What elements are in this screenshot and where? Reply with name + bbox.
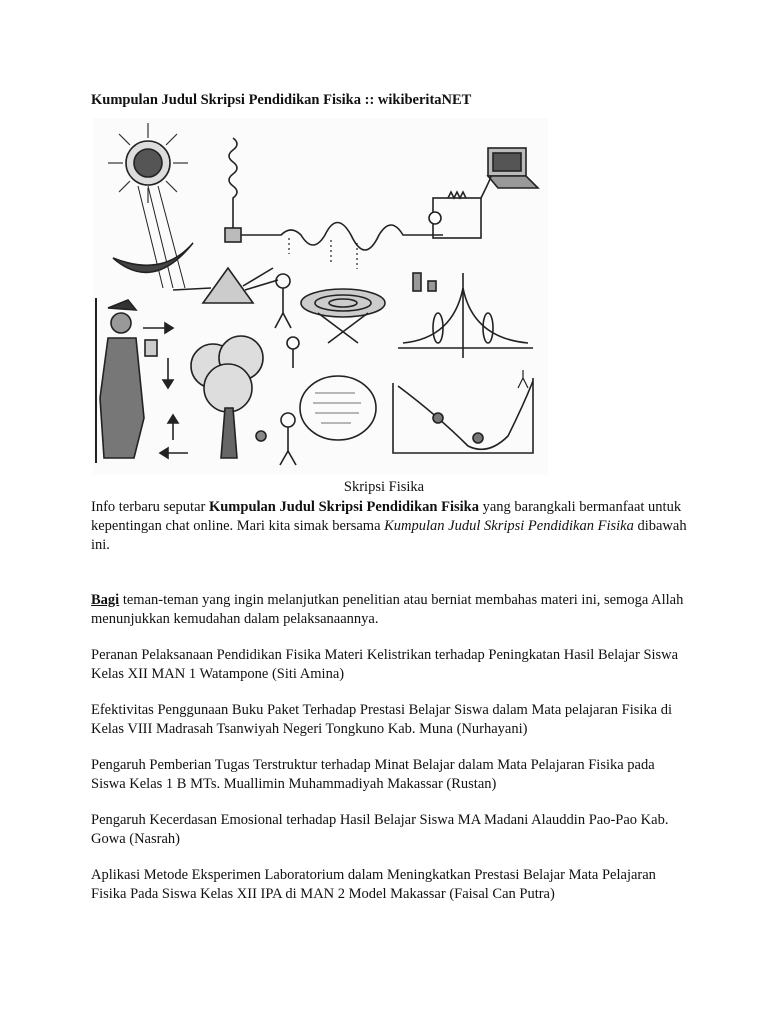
thesis-title-item: Efektivitas Penggunaan Buku Paket Terhadap Prestasi Belajar Siswa dalam Mata pelajaran Fisika di Kelas VIII Madrasah Tsanwiyah Negeri Tongkuno Kab. Muna (Nurhayani) bbox=[91, 702, 672, 737]
intro-bold-phrase: Kumpulan Judul Skripsi Pendidikan Fisika bbox=[208, 499, 479, 515]
physics-illustration bbox=[93, 118, 548, 475]
thesis-title-item: Pengaruh Kecerdasan Emosional terhadap Hasil Belajar Siswa MA Madani Alauddin Pao-Pao Kab. Gowa (Nasrah) bbox=[91, 812, 669, 847]
greeting-lead-link[interactable]: Bagi bbox=[91, 592, 120, 608]
thesis-title-item: Peranan Pelaksanaan Pendidikan Fisika Materi Kelistrikan terhadap Peningkatan Hasil Belajar Siswa Kelas XII MAN 1 Watampone (Siti Amina) bbox=[91, 647, 679, 682]
thesis-title-item: Pengaruh Pemberian Tugas Terstruktur terhadap Minat Belajar dalam Mata Pelajaran Fisika pada Siswa Kelas 1 B MTs. Muallimin Muhammadiyah Makassar (Rustan) bbox=[91, 757, 655, 792]
greeting-paragraph bbox=[91, 591, 691, 629]
intro-paragraph bbox=[91, 498, 691, 555]
intro-text-1: Info terbaru seputar bbox=[91, 499, 209, 515]
greeting-text: teman-teman yang ingin melanjutkan penelitian atau berniat membahas materi ini, semoga Allah menunjukkan kemudahan dalam pelaksanaannya. bbox=[91, 592, 684, 627]
intro-text-2: yang barangkali bermanfaat untuk kepentingan chat online. Mari kita simak bersama bbox=[91, 499, 682, 534]
article-body bbox=[91, 498, 691, 921]
intro-text-3: dibawah ini. bbox=[91, 518, 687, 553]
thesis-title-item: Aplikasi Metode Eksperimen Laboratorium dalam Meningkatkan Prestasi Belajar Mata Pelajaran Fisika Pada Siswa Kelas XII IPA di MAN 2 Model Makassar (Faisal Can Putra) bbox=[91, 867, 656, 902]
intro-italic-phrase: Kumpulan Judul Skripsi Pendidikan Fisika bbox=[384, 518, 634, 534]
figure-caption: Skripsi Fisika bbox=[343, 479, 425, 495]
document-title: Kumpulan Judul Skripsi Pendidikan Fisika :: wikiberitaNET bbox=[91, 92, 472, 108]
